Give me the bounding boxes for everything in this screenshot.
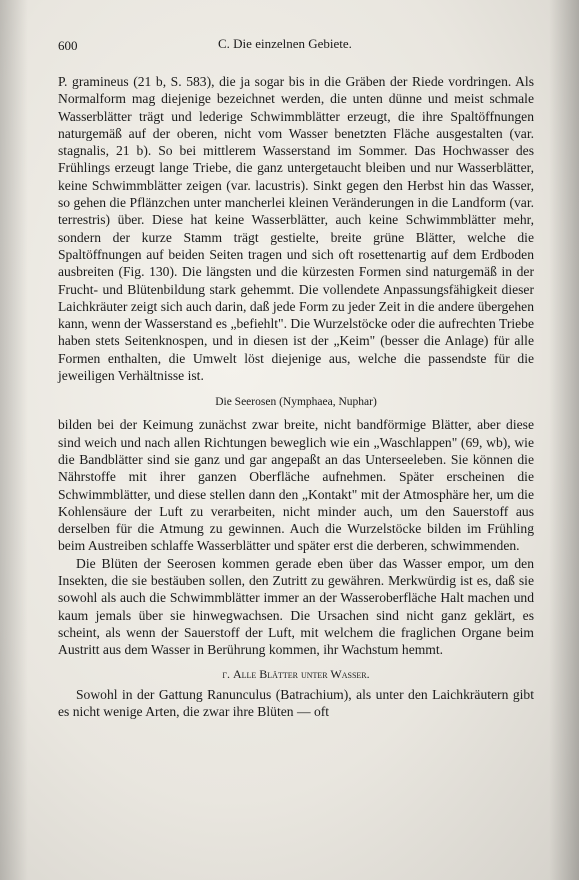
page-header bbox=[58, 36, 539, 56]
page-number: 600 bbox=[58, 38, 78, 53]
page-shadow-right bbox=[549, 0, 579, 880]
running-head: C. Die einzelnen Gebiete. bbox=[218, 36, 352, 51]
paragraph: Die Blüten der Seerosen kommen gerade eben über das Wasser empor, um den Insekten, die sie bestäuben sollen, den Zutritt zu gewähren. Merkwürdig ist es, daß sie sowohl als auch die Schwimmblätter immer an der Wasseroberfläche Halt machen und kaum jemals über sie hinwegwachsen. Die Ursachen sind nicht ganz geklärt, es scheint, als wenn der Sauerstoff der Luft, mit welchem die fraglichen Organe beim Austritt aus dem Wasser in Berührung kommen, ihr Wachstum hemmt. bbox=[58, 555, 534, 658]
paragraph: bilden bei der Keimung zunächst zwar breite, nicht bandförmige Blätter, aber diese sind weich und nach allen Richtungen beweglich wie ein „Waschlappen" (69, wb), wie die Bandblätter sind sie ganz und gar angepaßt an das Unterseeleben. Sie können die Nährstoffe mit ihrer ganzen Oberfläche aufnehmen. Später erscheinen die Schwimmblätter, und diese stellen dann den „Kontakt" mit der Atmosphäre her, um die Kohlensäure der Luft zu verarbeiten, nicht minder auch, um den Sauerstoff aus derselben für die Atmung zu gewinnen. Auch die Wurzelstöcke bilden im Frühling beim Austreiben schlaffe Wasserblätter und später erst die derberen, schwimmenden. bbox=[58, 417, 534, 554]
paragraph: Sowohl in der Gattung Ranunculus (Batrachium), als unter den Laichkräutern gibt es nicht wenige Arten, die zwar ihre Blüten — oft bbox=[58, 686, 534, 719]
body-text bbox=[58, 73, 534, 720]
paragraph: P. gramineus (21 b, S. 583), die ja sogar bis in die Gräben der Riede vordringen. Als Normalform mag diejenige bezeichnet werden, die unten dünne und meist schmale Wasserblätter trägt und lederige Schwimmblätter erzeugt, die ihre Spaltöffnungen naturgemäß auf der oberen, nicht vom Wasser benetzten Fläche ausgestalten (var. stagnalis, 21 b). So bei mittlerem Wasserstand im Sommer. Das Hochwasser des Frühlings erzeugt lange Triebe, die ganz untergetaucht bleiben und nur Wasserblätter, keine Schwimmblätter zeigen (var. lacustris). Sinkt gegen den Herbst hin das Wasser, so gehen die Pflänzchen unter mancherlei kleinen Veränderungen in die Landform (var. terrestris) über. Diese hat keine Wasserblätter, auch keine Schwimmblätter mehr, sondern der kurze Stamm trägt gestielte, breite grüne Blätter, welche die Spaltöffnungen auf beiden Seiten tragen und sich oft rosettenartig auf dem Erdboden ausbreiten (Fig. 130). Die längsten und die kürzesten Formen sind naturgemäß in der Frucht- und Blütenbildung stark gehemmt. Die vollendete Anpassungsfähigkeit dieser Laichkräuter zeigt sich auch darin, daß jede Form zu jeder Zeit in die andere übergehen kann, wenn der Wasserstand es „befiehlt". Die Wurzelstöcke oder die aufrechten Triebe haben stets Seitenknospen, und in diesen ist der „Keim" (besser die Anlage) für alle Formen enthalten, die Umwelt löst diejenige aus, welche die passendste für die jeweiligen Verhältnisse ist. bbox=[58, 74, 534, 384]
page-shadow-left bbox=[0, 0, 28, 880]
section-heading: γ. Alle Blätter unter Wasser. bbox=[222, 666, 370, 681]
section-heading: Die Seerosen (Nymphaea, Nuphar) bbox=[215, 396, 377, 409]
